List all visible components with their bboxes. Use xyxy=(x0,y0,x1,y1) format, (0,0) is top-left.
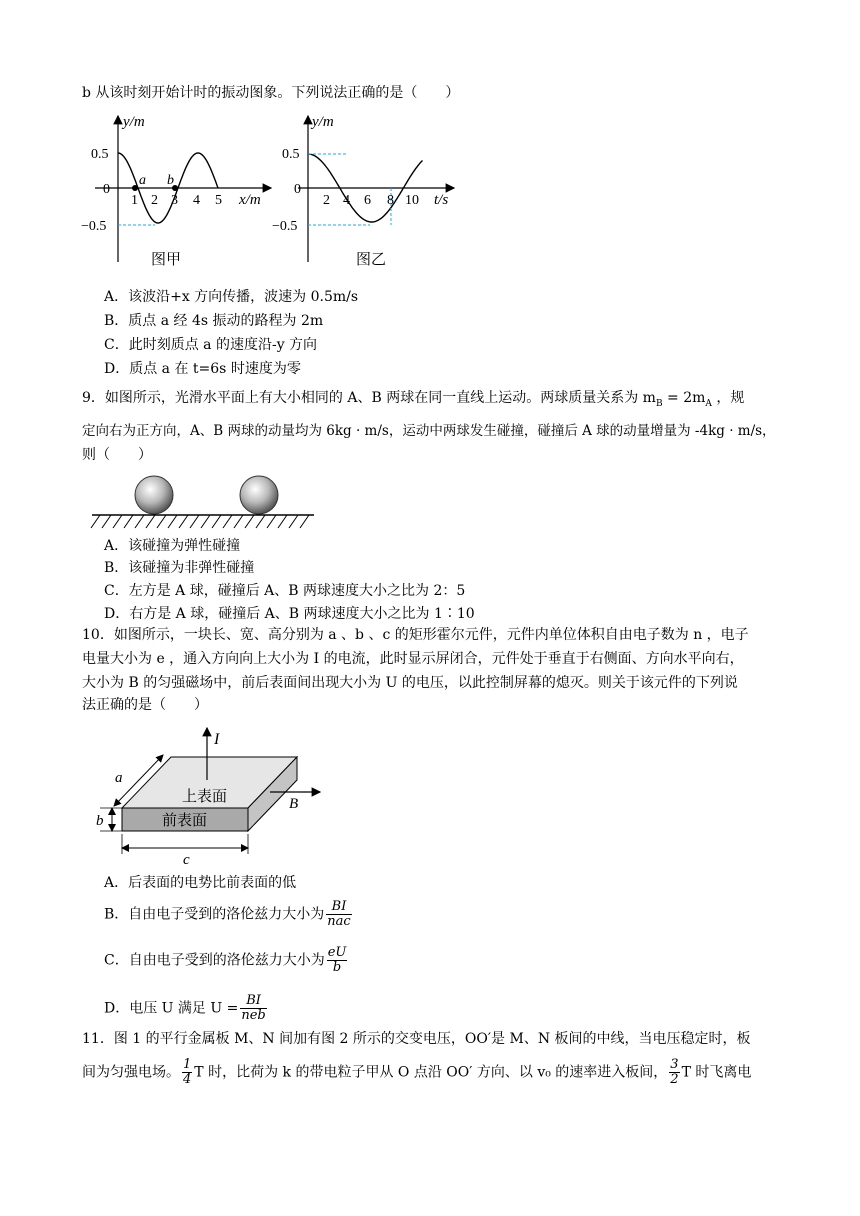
hall-element-figure xyxy=(90,724,340,870)
x-axis-label: x/m xyxy=(239,192,261,208)
label-B: B xyxy=(289,796,299,812)
q11-line-2-c: T 时飞离电 xyxy=(681,1064,752,1081)
y-tick-neg0.5: −0.5 xyxy=(81,219,107,234)
q11-fraction-1 xyxy=(182,1058,192,1087)
q11-frac1-den: 4 xyxy=(183,1072,192,1087)
hatch-stroke xyxy=(113,515,122,528)
q9-line-2: 定向右为正方向，A、B 两球的动量均为 6kg · m/s，运动中两球发生碰撞，碰撞后 A 球的动量增量为 -4kg · m/s， xyxy=(82,423,776,439)
q10-option-a[interactable]: A．后表面的电势比前表面的低 xyxy=(104,875,297,891)
x-tick-1: 1 xyxy=(131,193,138,208)
q10-option-d-num: BI xyxy=(240,994,266,1009)
hatch-stroke xyxy=(256,515,265,528)
q10-option-b-text: B．自由电子受到的洛伦兹力大小为 xyxy=(104,906,325,923)
x-tick-5: 5 xyxy=(215,193,222,208)
balls-on-ground-figure xyxy=(90,470,320,532)
y-tick-0: 0 xyxy=(294,182,301,197)
q10-option-d-fraction xyxy=(240,994,266,1023)
q9-option-a[interactable]: A．该碰撞为弹性碰撞 xyxy=(104,538,241,554)
hatch-stroke xyxy=(201,515,210,528)
wave-graph-jia xyxy=(81,112,285,272)
y-tick-0.5: 0.5 xyxy=(282,147,300,162)
label-b: b xyxy=(96,813,104,829)
q8-option-b[interactable]: B．质点 a 经 4s 振动的路程为 2m xyxy=(104,313,324,329)
t-tick-10: 10 xyxy=(405,193,419,208)
hatch-stroke xyxy=(124,515,133,528)
label-a: a xyxy=(139,173,146,188)
hatch-stroke xyxy=(234,515,243,528)
hatch-stroke xyxy=(212,515,221,528)
hatch-stroke xyxy=(168,515,177,528)
t-tick-2: 2 xyxy=(323,193,330,208)
label-top-face: 上表面 xyxy=(182,789,228,805)
t-tick-8: 8 xyxy=(387,193,394,208)
t-tick-4: 4 xyxy=(343,193,350,208)
q10-line-3: 大小为 B 的匀强磁场中，前后表面间出现大小为 U 的电压，以此控制屏幕的熄灭。则关于该元件的下列说 xyxy=(82,675,738,691)
label-front-face: 前表面 xyxy=(162,813,208,829)
q9-option-b[interactable]: B．该碰撞为非弹性碰撞 xyxy=(104,560,255,576)
q10-option-b-fraction xyxy=(326,900,351,929)
q10-option-d[interactable] xyxy=(104,994,269,1023)
caption-yi: 图乙 xyxy=(356,252,387,268)
q10-option-c-fraction xyxy=(327,946,348,975)
label-a: a xyxy=(115,770,123,786)
label-I: I xyxy=(214,731,220,748)
x-tick-3: 3 xyxy=(171,193,178,208)
hatch-stroke xyxy=(146,515,155,528)
q10-option-c-num: eU xyxy=(327,945,347,960)
hatch-stroke xyxy=(300,515,309,528)
ground-hatch xyxy=(91,515,309,528)
hatch-stroke xyxy=(179,515,188,528)
q10-option-b-den: nac xyxy=(327,914,351,929)
q11-line-1: 11．图 1 的平行金属板 M、N 间加有图 2 所示的交变电压，OO′是 M、N 板间的中线，当电压稳定时，板 xyxy=(82,1031,751,1047)
t-tick-6: 6 xyxy=(364,193,371,208)
q10-option-c-den: b xyxy=(332,960,342,975)
q10-option-b[interactable] xyxy=(104,900,354,929)
y-tick-0: 0 xyxy=(103,182,110,197)
hatch-stroke xyxy=(135,515,144,528)
hatch-stroke xyxy=(278,515,287,528)
hatch-stroke xyxy=(223,515,232,528)
q8-option-d[interactable]: D．质点 a 在 t=6s 时速度为零 xyxy=(104,361,301,377)
y-tick-0.5: 0.5 xyxy=(91,147,109,162)
hatch-stroke xyxy=(102,515,111,528)
q10-option-b-num: BI xyxy=(326,900,351,915)
y-axis-label: y/m xyxy=(312,114,334,130)
q11-frac1-num: 1 xyxy=(183,1057,192,1072)
ball-right xyxy=(240,476,278,514)
x-tick-4: 4 xyxy=(193,193,200,208)
label-b: b xyxy=(167,173,174,188)
q11-frac2-num: 3 xyxy=(670,1057,679,1072)
q10-option-c[interactable] xyxy=(104,946,349,975)
q9-line-3: 则（ ） xyxy=(82,447,152,463)
hatch-stroke xyxy=(157,515,166,528)
q11-line-2-b: T 时，比荷为 k 的带电粒子甲从 O 点沿 OO′ 方向、以 v₀ 的速率进入板间， xyxy=(194,1064,668,1081)
hatch-stroke xyxy=(190,515,199,528)
q8-stem-tail: b 从该时刻开始计时的振动图象。下列说法正确的是（ ） xyxy=(82,85,460,101)
q11-fraction-2 xyxy=(669,1058,679,1087)
q11-line-2-a: 间为匀强电场。 xyxy=(82,1064,180,1081)
q10-line-4: 法正确的是（ ） xyxy=(82,697,208,713)
hatch-stroke xyxy=(289,515,298,528)
q11-frac2-den: 2 xyxy=(670,1072,679,1087)
y-axis-label: y/m xyxy=(123,114,145,130)
q9-line-1-eq: = 2m xyxy=(667,390,706,406)
point-a xyxy=(132,185,138,191)
y-tick-neg0.5: −0.5 xyxy=(272,219,298,234)
q10-option-d-text: D．电压 U 满足 U = xyxy=(104,1000,239,1017)
wave-graph-yi xyxy=(272,112,462,272)
q9-line-1: 9．如图所示，光滑水平面上有大小相同的 A、B 两球在同一直线上运动。两球质量关系为 $m_B = 2m_A$ ，规 xyxy=(82,390,745,409)
q9-option-d[interactable]: D．右方是 A 球，碰撞后 A、B 两球速度大小之比为 1∶10 xyxy=(104,606,475,622)
ball-left xyxy=(135,476,173,514)
t-axis-label: t/s xyxy=(434,192,449,208)
q9-line-1-tail: ，规 xyxy=(716,390,745,406)
q8-option-a[interactable]: A．该波沿+x 方向传播，波速为 0.5m/s xyxy=(104,289,359,305)
q10-option-d-den: neb xyxy=(241,1008,266,1023)
caption-jia: 图甲 xyxy=(151,252,182,268)
q9-line-1-text: 9．如图所示，光滑水平面上有大小相同的 A、B 两球在同一直线上运动。两球质量关系为 m xyxy=(82,390,656,406)
hatch-stroke xyxy=(245,515,254,528)
q11-line-2 xyxy=(82,1058,782,1087)
q10-line-1: 10．如图所示，一块长、宽、高分别为 a 、b 、c 的矩形霍尔元件，元件内单位体积自由电子数为 n ，电子 xyxy=(82,627,749,643)
q10-line-2: 电量大小为 e ，通入方向向上大小为 I 的电流，此时显示屏闭合，元件处于垂直于右侧面、方向水平向右， xyxy=(82,651,744,667)
x-tick-2: 2 xyxy=(151,193,158,208)
q8-option-c[interactable]: C．此时刻质点 a 的速度沿-y 方向 xyxy=(104,337,318,353)
hatch-stroke xyxy=(91,515,100,528)
label-c: c xyxy=(183,852,190,868)
hatch-stroke xyxy=(267,515,276,528)
q10-option-c-text: C．自由电子受到的洛伦兹力大小为 xyxy=(104,952,325,969)
q9-option-c[interactable]: C．左方是 A 球，碰撞后 A、B 两球速度大小之比为 2：5 xyxy=(104,583,466,599)
